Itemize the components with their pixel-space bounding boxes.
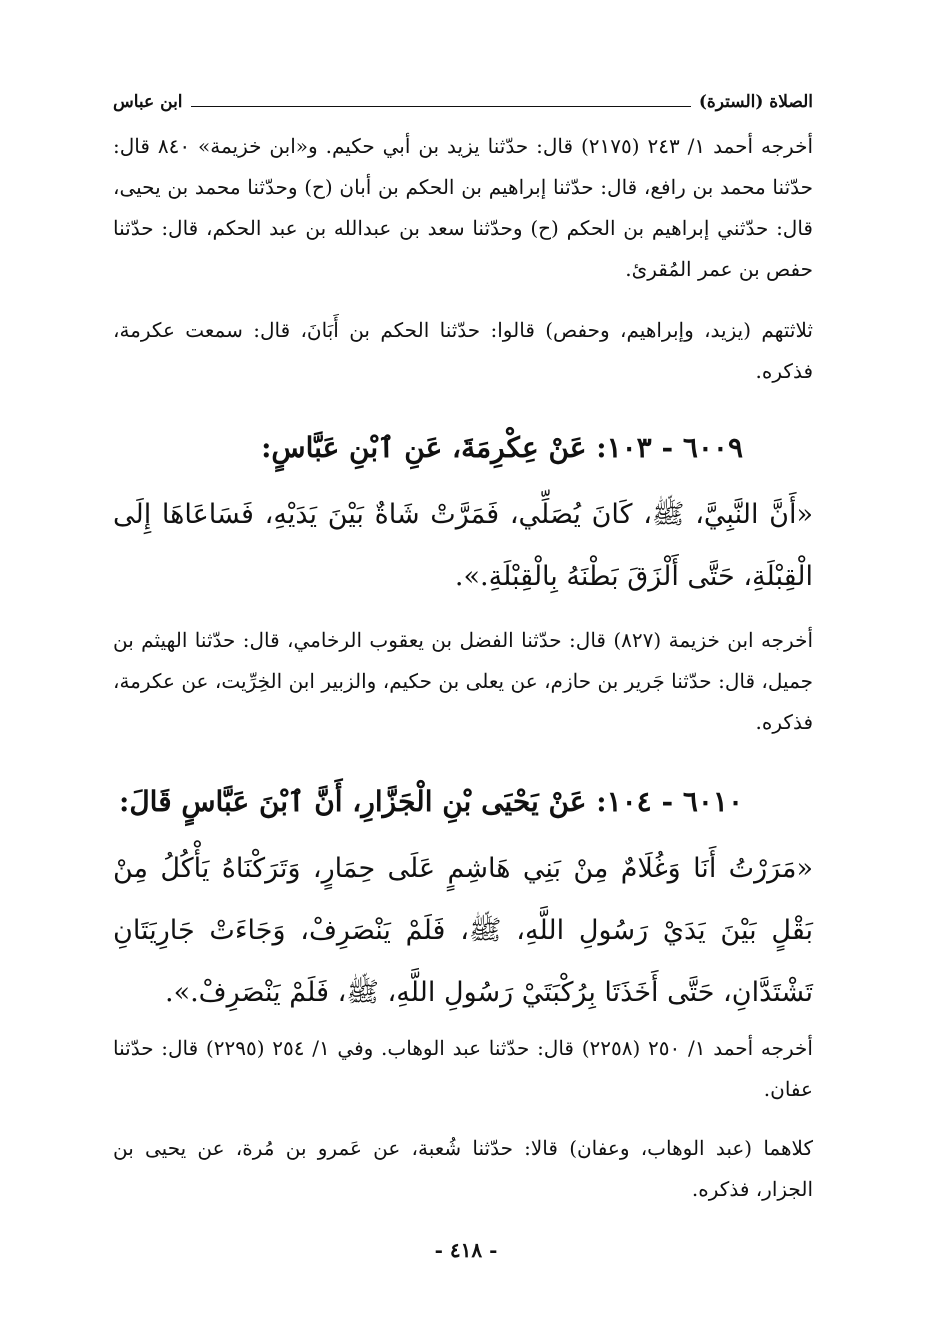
hadith-6009-text: «أَنَّ النَّبِيَّ، ﷺ، كَانَ يُصَلِّي، فَمَرَّتْ شَاةٌ بَيْنَ يَدَيْهِ، فَسَاعَاهَا إِلَى الْقِبْلَةِ، حَتَّى أَلْزَقَ بَطْنَهُ بِالْقِبْلَةِ.». <box>113 499 813 592</box>
source-paragraph-2: ثلاثتهم (يزيد، وإبراهيم، وحفص) قالوا: حدّثنا الحكم بن أَبَانَ، قال: سمعت عكرمة، فذكره. <box>113 318 813 383</box>
header-rule <box>191 106 691 107</box>
header-chapter-title: الصلاة (السترة) <box>698 92 813 112</box>
running-header <box>113 88 813 116</box>
source-paragraph-1: أخرجه أحمد ١/ ٢٤٣ (٢١٧٥) قال: حدّثنا يزيد بن أبي حكيم. و«ابن خزيمة» ٨٤٠ قال: حدّثنا محمد بن رافع، قال: حدّثنا إبراهيم بن الحكم بن أبان (ح) وحدّثنا محمد بن يحيى، قال: حدّثني إبراهيم بن الحكم (ح) وحدّثنا سعد بن عبدالله بن عبد الحكم، قال: حدّثنا حفص بن عمر المُقرئ. <box>113 134 814 281</box>
source-paragraph-3: أخرجه ابن خزيمة (٨٢٧) قال: حدّثنا الفضل بن يعقوب الرخامي، قال: حدّثنا الهيثم بن جميل، قال: حدّثنا جَرير بن حازم، عن يعلى بن حكيم، والزبير ابن الخِرِّيت، عن عكرمة، فذكره. <box>113 628 813 734</box>
header-narrator-name: ابن عباس <box>113 92 183 112</box>
source-paragraph-5: كلاهما (عبد الوهاب، وعفان) قالا: حدّثنا شُعبة، عن عَمرو بن مُرة، عن يحيى بن الجزار، فذكره. <box>113 1136 813 1201</box>
page-number: - ٤١٨ - <box>434 1238 498 1262</box>
source-paragraph-4: أخرجه أحمد ١/ ٢٥٠ (٢٢٥٨) قال: حدّثنا عبد الوهاب. وفي ١/ ٢٥٤ (٢٢٩٥) قال: حدّثنا عفان. <box>113 1036 813 1101</box>
hadith-6009-heading: ٦٠٠٩ - ١٠٣: عَنْ عِكْرِمَةَ، عَنِ ٱبْنِ عَبَّاسٍ: <box>261 431 743 464</box>
hadith-6010-text: «مَرَرْتُ أَنَا وَغُلَامٌ مِنْ بَنِي هَاشِمٍ عَلَى حِمَارٍ، وَتَرَكْنَاهُ يَأْكُلُ مِنْ بَقْلٍ بَيْنَ يَدَيْ رَسُولِ اللَّهِ، ﷺ، فَلَمْ يَنْصَرِفْ، وَجَاءَتْ جَارِيَتَانِ تَشْتَدَّانِ، حَتَّى أَخَذَتَا بِرُكْبَتَيْ رَسُولِ اللَّهِ، ﷺ، فَلَمْ يَنْصَرِفْ.». <box>113 853 813 1008</box>
hadith-6010-heading: ٦٠١٠ - ١٠٤: عَنْ يَحْيَى بْنِ الْجَزَّارِ، أَنَّ ٱبْنَ عَبَّاسٍ قَالَ: <box>119 785 743 818</box>
